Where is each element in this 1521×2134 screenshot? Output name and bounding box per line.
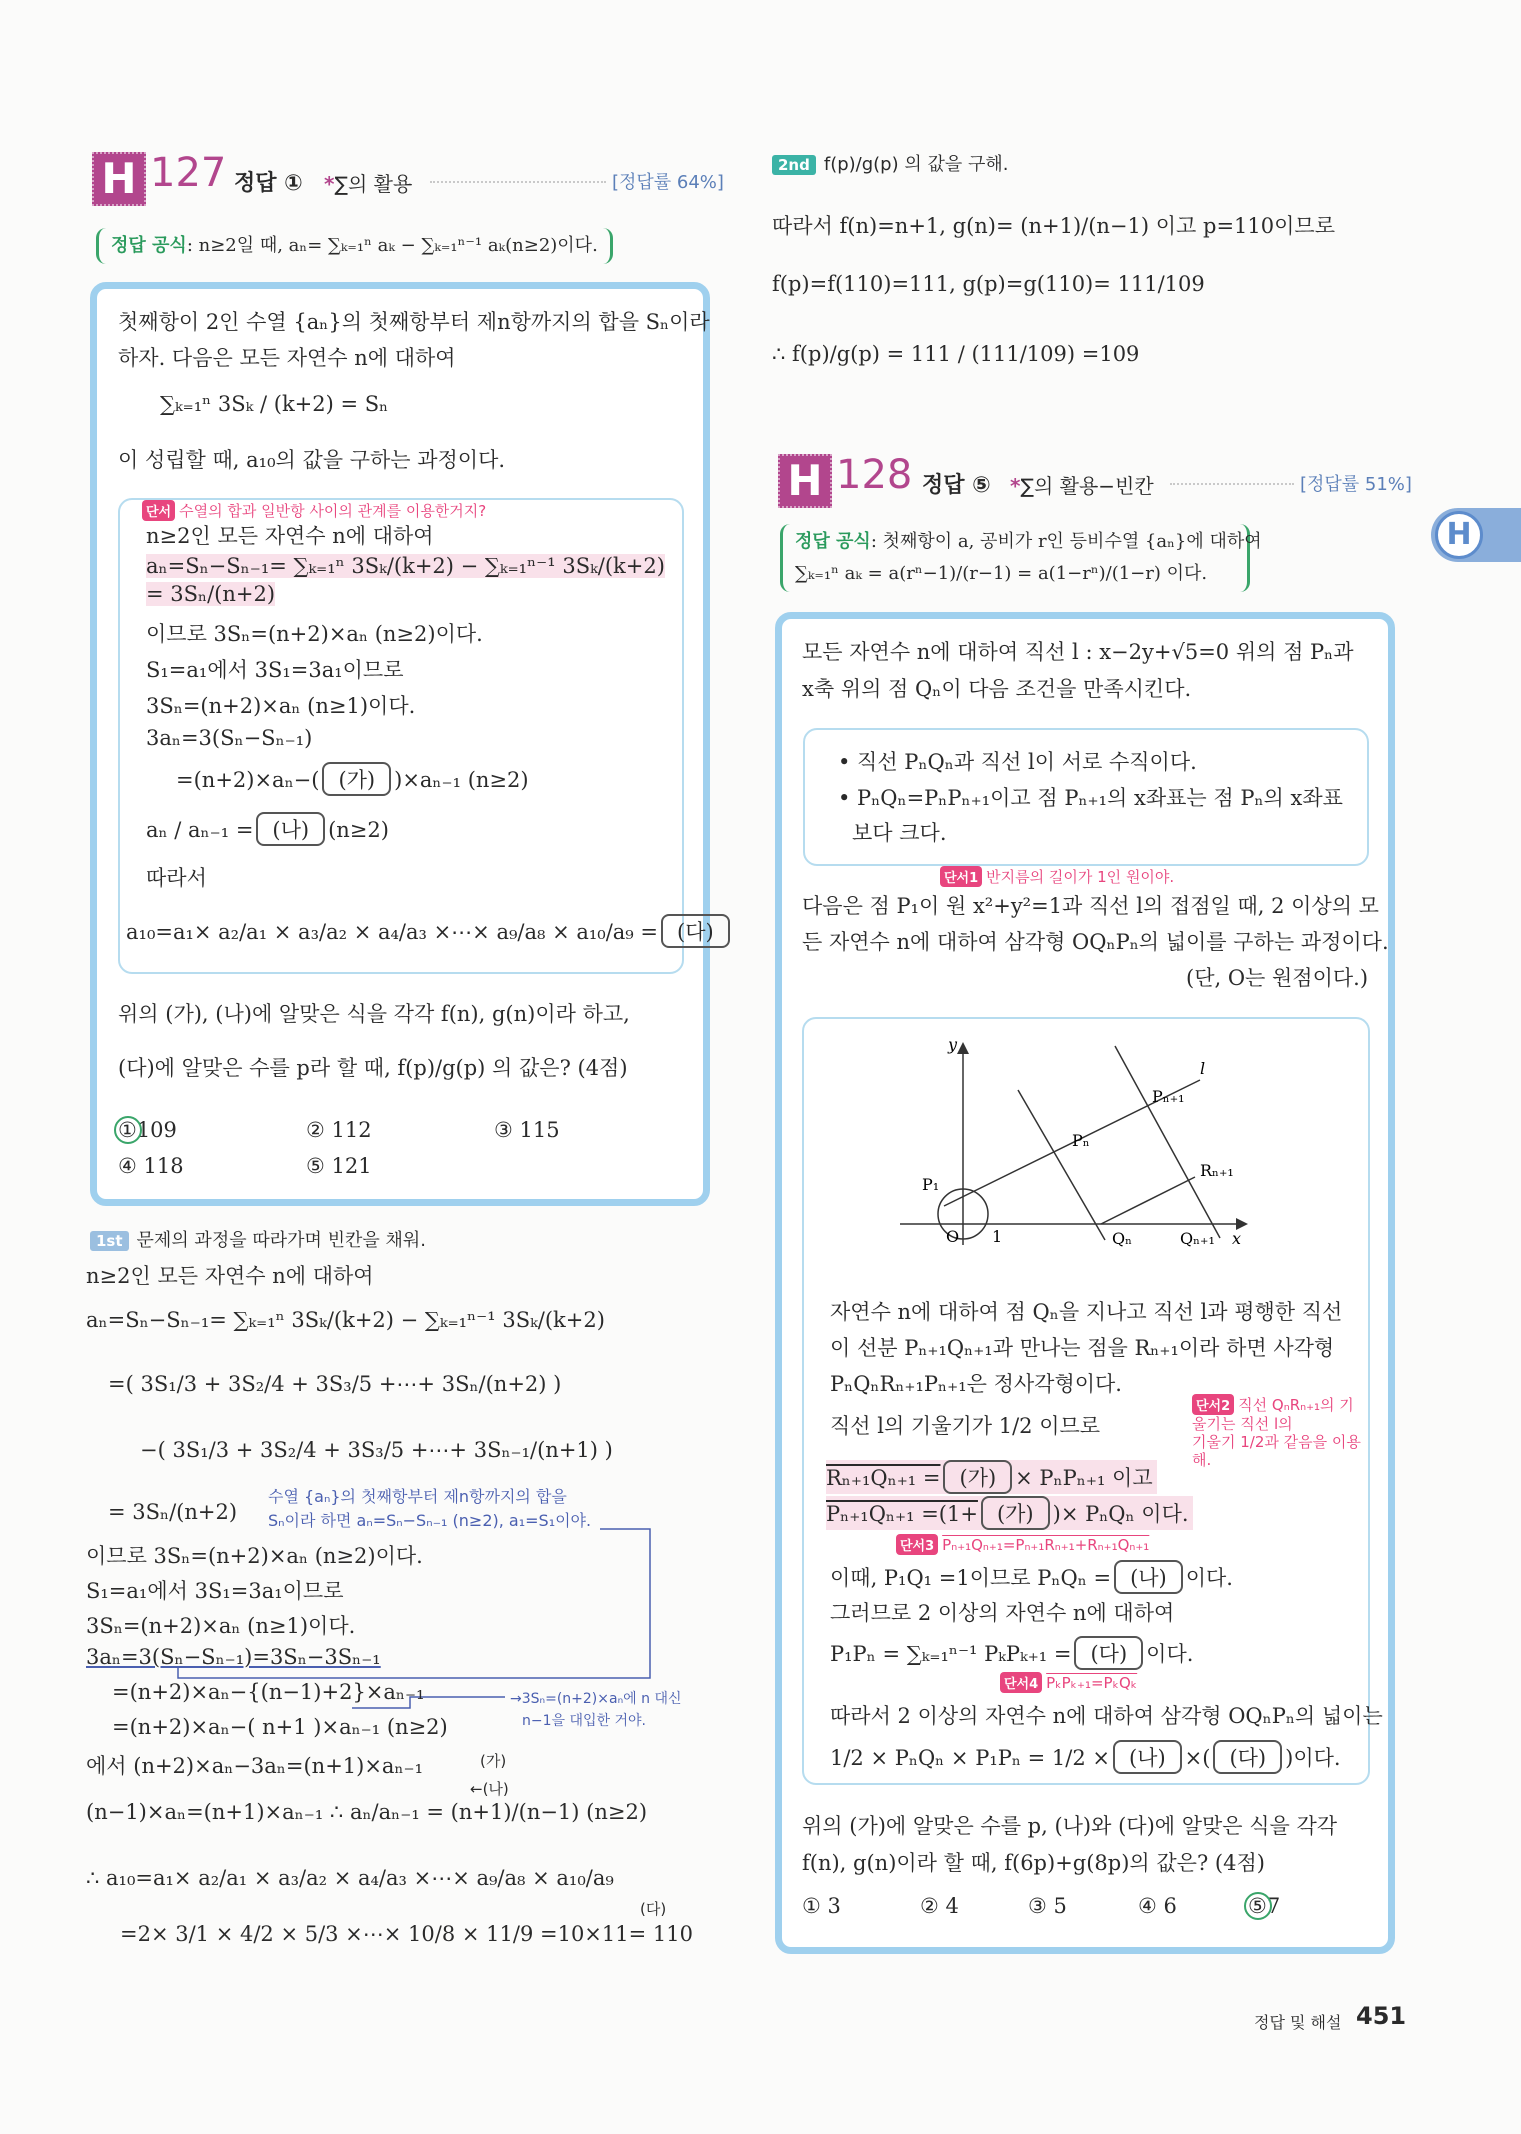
process-line: 따라서 <box>146 866 207 890</box>
note: 수열 {aₙ}의 첫째항부터 제n항까지의 합을 <box>268 1487 567 1506</box>
choice-text: ①109 <box>118 1118 177 1142</box>
choice-4[interactable]: ④ 118 <box>118 1154 184 1178</box>
blank-ga: (가) <box>943 1460 1012 1494</box>
condition-line: 보다 크다. <box>852 821 947 845</box>
process-line: 3aₙ=3(Sₙ−Sₙ₋₁) <box>146 726 313 750</box>
note: Sₙ이라 하면 aₙ=Sₙ−Sₙ₋₁ (n≥2), a₁=S₁이야. <box>268 1511 592 1530</box>
answer-label: 정답 ⑤ <box>922 473 991 498</box>
solution-line: =(n+2)×aₙ−{(n−1)+2}×aₙ₋₁ <box>112 1680 425 1704</box>
process-text: × PₙPₙ₊₁ 이고 <box>1015 1466 1153 1490</box>
hint-tag: 단서 <box>142 500 175 521</box>
mark-da: (다) <box>640 1900 667 1918</box>
problem-line: x축 위의 점 Qₙ이 다음 조건을 만족시킨다. <box>802 677 1192 701</box>
problem-line: 첫째항이 2인 수열 {aₙ}의 첫째항부터 제n항까지의 합을 Sₙ이라 <box>118 310 710 334</box>
process-text: 이다. <box>1185 1566 1233 1590</box>
problem-number: 128 <box>836 452 913 498</box>
formula-text: : n≥2일 때, aₙ= ∑ₖ₌₁ⁿ aₖ − ∑ₖ₌₁ⁿ⁻¹ aₖ(n≥2)이다. <box>186 235 598 256</box>
chapter-tab-label: H <box>1435 511 1483 559</box>
divider <box>430 181 606 183</box>
answer-label: 정답 ① <box>234 171 303 196</box>
topic-text: ∑의 활용 <box>334 172 413 196</box>
process-line: 따라서 2 이상의 자연수 n에 대하여 삼각형 OQₙPₙ의 넓이는 <box>830 1704 1383 1728</box>
hint-tag: 단서2 <box>1192 1394 1234 1415</box>
process-line <box>146 812 389 846</box>
solution-line: =2× 3/1 × 4/2 × 5/3 ×⋯× 10/8 × 11/9 =10×11= 110 <box>120 1922 693 1946</box>
choice-3[interactable]: ③ 5 <box>1028 1894 1067 1918</box>
divider <box>1170 483 1294 485</box>
label-x: x <box>1232 1229 1242 1248</box>
correct-answer-circle <box>114 1116 142 1144</box>
formula-label: 정답 공식 <box>795 531 871 552</box>
process-line: 직선 l의 기울기가 1/2 이므로 <box>830 1414 1101 1438</box>
label-qn1: Qₙ₊₁ <box>1180 1229 1215 1248</box>
perpendicular-line <box>1018 1090 1105 1240</box>
hint-text: 기울기 1/2과 같음을 이용해. <box>1192 1433 1361 1469</box>
page-number: 451 <box>1356 2002 1407 2030</box>
process-text: P₁Pₙ = ∑ₖ₌₁ⁿ⁻¹ PₖPₖ₊₁ = <box>830 1642 1072 1666</box>
label-rn1: Rₙ₊₁ <box>1200 1161 1234 1180</box>
mark-na: ←(나) <box>470 1780 509 1798</box>
condition-line: • PₙQₙ=PₙPₙ₊₁이고 점 Pₙ₊₁의 x좌표는 점 Pₙ의 x좌표 <box>838 786 1343 810</box>
note: →3Sₙ=(n+2)×aₙ에 n 대신 <box>510 1691 682 1707</box>
choice-1[interactable] <box>118 1118 177 1142</box>
formula-label: 정답 공식 <box>111 235 187 256</box>
question-line: (다)에 알맞은 수를 p라 할 때, f(p)/g(p) 의 값은? (4점) <box>118 1056 628 1080</box>
hint-text: 직선 QₙRₙ₊₁의 기울기는 직선 l의 <box>1192 1396 1354 1433</box>
choice-5[interactable] <box>1248 1894 1280 1918</box>
solution-line: =(n+2)×aₙ−( n+1 )×aₙ₋₁ (n≥2) <box>112 1715 448 1739</box>
hint <box>1000 1672 1137 1693</box>
blank-ga: (가) <box>322 762 391 796</box>
solution-line: f(p)=f(110)=111, g(p)=g(110)= 111/109 <box>772 272 1205 296</box>
hint-text: PₖPₖ₊₁=PₖQₖ <box>1046 1674 1138 1692</box>
process-equation: aₙ=Sₙ−Sₙ₋₁= ∑ₖ₌₁ⁿ 3Sₖ/(k+2) − ∑ₖ₌₁ⁿ⁻¹ 3Sₖ/(k+2) = 3Sₙ/(n+2) <box>146 554 665 606</box>
topic <box>1010 470 1154 499</box>
process-line: n≥2인 모든 자연수 n에 대하여 <box>146 524 434 548</box>
solution-line: ∴ f(p)/g(p) = 111 / (111/109) =109 <box>772 342 1140 366</box>
solution-line: −( 3S₁/3 + 3S₂/4 + 3S₃/5 +⋯+ 3Sₙ₋₁/(n+1) ) <box>140 1438 613 1462</box>
solution-line: aₙ=Sₙ−Sₙ₋₁= ∑ₖ₌₁ⁿ 3Sₖ/(k+2) − ∑ₖ₌₁ⁿ⁻¹ 3Sₖ/(k+2) <box>86 1308 605 1332</box>
solution-line: 3aₙ=3(Sₙ−Sₙ₋₁)=3Sₙ−3Sₙ₋₁ <box>86 1645 381 1669</box>
process-text: Rₙ₊₁Qₙ₊₁ = <box>826 1466 941 1490</box>
solution-line: 따라서 f(n)=n+1, g(n)= (n+1)/(n−1) 이고 p=110이므로 <box>772 214 1335 238</box>
process-line: 이 선분 Pₙ₊₁Qₙ₊₁과 만나는 점을 Rₙ₊₁이라 하면 사각형 <box>830 1336 1335 1360</box>
label-pn1: Pₙ₊₁ <box>1152 1087 1185 1106</box>
process-text: Pₙ₊₁Qₙ₊₁ =(1+ <box>826 1502 978 1526</box>
process-line: 3Sₙ=(n+2)×aₙ (n≥1)이다. <box>146 694 416 718</box>
step-title: f(p)/g(p) 의 값을 구해. <box>823 154 1009 175</box>
label-p1: P₁ <box>922 1175 940 1194</box>
process-line: 그러므로 2 이상의 자연수 n에 대하여 <box>830 1601 1175 1625</box>
problem-line: 하자. 다음은 모든 자연수 n에 대하여 <box>118 346 456 370</box>
process-line <box>176 762 529 796</box>
solution-line: =( 3S₁/3 + 3S₂/4 + 3S₃/5 +⋯+ 3Sₙ/(n+2) ) <box>108 1372 562 1396</box>
intro-line: (단, O는 원점이다.) <box>1186 966 1369 990</box>
label-pn: Pₙ <box>1072 1131 1090 1150</box>
process-line <box>126 914 733 948</box>
hint-tag: 단서4 <box>1000 1672 1042 1693</box>
process-line: PₙQₙRₙ₊₁Pₙ₊₁은 정사각형이다. <box>830 1372 1122 1396</box>
label-one: 1 <box>992 1227 1003 1246</box>
process-text: (n≥2) <box>328 818 389 842</box>
process-line <box>830 1636 1193 1670</box>
problem-equation: ∑ₖ₌₁ⁿ 3Sₖ / (k+2) = Sₙ <box>160 392 389 416</box>
correct-answer-circle <box>1244 1892 1272 1920</box>
solution-line: S₁=a₁에서 3S₁=3a₁이므로 <box>86 1579 344 1603</box>
hint-tag: 단서3 <box>896 1534 938 1555</box>
process-text: aₙ / aₙ₋₁ = <box>146 818 254 842</box>
hint-text: 반지름의 길이가 1인 원이야. <box>986 868 1175 886</box>
correct-rate: [정답률 51%] <box>1300 474 1412 495</box>
answer-formula <box>780 524 1262 592</box>
process-line <box>826 1460 1157 1494</box>
topic <box>324 168 412 197</box>
label-l: l <box>1200 1059 1206 1078</box>
process-line: 자연수 n에 대하여 점 Qₙ을 지나고 직선 l과 평행한 직선 <box>830 1300 1343 1324</box>
choice-1[interactable]: ① 3 <box>802 1894 841 1918</box>
solution-line: n≥2인 모든 자연수 n에 대하여 <box>86 1264 374 1288</box>
mark-ga: (가) <box>480 1752 507 1770</box>
blank-ga: (가) <box>981 1496 1050 1530</box>
hint-text: 수열의 합과 일반항 사이의 관계를 이용한거지? <box>179 502 487 520</box>
condition-line: • 직선 PₙQₙ과 직선 l이 서로 수직이다. <box>838 750 1197 774</box>
label-qn: Qₙ <box>1112 1229 1133 1248</box>
solution-line: = 3Sₙ/(n+2) <box>108 1500 238 1524</box>
label-y: y <box>948 1035 958 1054</box>
hint-tag: 단서1 <box>940 866 982 887</box>
parallel-line <box>1101 1177 1195 1224</box>
footer-label: 정답 및 해설 <box>1254 2013 1342 2032</box>
process-text: )× PₙQₙ 이다. <box>1052 1502 1189 1526</box>
choice-text: ⑤7 <box>1248 1894 1281 1918</box>
blank-da: (다) <box>1213 1740 1282 1774</box>
problem-number: 127 <box>150 150 227 196</box>
step-badge: 2nd <box>772 155 816 175</box>
choice-5[interactable]: ⑤ 121 <box>306 1154 372 1178</box>
process-text: ×( <box>1184 1746 1211 1770</box>
choice-3[interactable]: ③ 115 <box>494 1118 560 1142</box>
solution-line: 이므로 3Sₙ=(n+2)×aₙ (n≥2)이다. <box>86 1544 423 1568</box>
hint <box>1192 1394 1362 1469</box>
graph <box>900 1030 1260 1250</box>
process-line: S₁=a₁에서 3S₁=3a₁이므로 <box>146 658 404 682</box>
process-line: 이므로 3Sₙ=(n+2)×aₙ (n≥2)이다. <box>146 622 483 646</box>
intro-line: 든 자연수 n에 대하여 삼각형 OQₙPₙ의 넓이를 구하는 과정이다. <box>802 930 1389 954</box>
intro-line: 다음은 점 P₁이 원 x²+y²=1과 직선 l의 접점일 때, 2 이상의 모 <box>802 894 1379 918</box>
blank-na: (나) <box>1113 1740 1182 1774</box>
blank-da: (다) <box>1074 1636 1143 1670</box>
process-line <box>826 1496 1193 1530</box>
h-tag: H <box>92 152 146 206</box>
hint <box>142 500 486 521</box>
hint <box>940 866 1174 887</box>
solution-line: 3Sₙ=(n+2)×aₙ (n≥1)이다. <box>86 1614 356 1638</box>
choice-2[interactable]: ② 4 <box>920 1894 959 1918</box>
blank-na: (나) <box>256 812 325 846</box>
topic-star: * <box>324 172 335 196</box>
step-badge: 1st <box>90 1231 129 1251</box>
process-line <box>830 1740 1341 1774</box>
step1-header <box>90 1226 426 1252</box>
topic-star: * <box>1010 474 1021 498</box>
h-tag: H <box>778 454 832 508</box>
correct-rate: [정답률 64%] <box>612 172 724 193</box>
problem-line: 이 성립할 때, a₁₀의 값을 구하는 과정이다. <box>118 448 506 472</box>
note: n−1을 대입한 거야. <box>522 1713 647 1729</box>
solution-line: (n−1)×aₙ=(n+1)×aₙ₋₁ ∴ aₙ/aₙ₋₁ = (n+1)/(n−1) (n≥2) <box>86 1800 648 1824</box>
topic-text: ∑의 활용−빈칸 <box>1020 474 1154 498</box>
answer-formula <box>96 228 613 264</box>
blank-da: (다) <box>661 914 730 948</box>
process-text: )이다. <box>1285 1746 1341 1770</box>
solution-line: 에서 (n+2)×aₙ−3aₙ=(n+1)×aₙ₋₁ <box>86 1754 424 1778</box>
process-text: a₁₀=a₁× a₂/a₁ × a₃/a₂ × a₄/a₃ ×⋯× a₉/a₈ × a₁₀/a₉ = <box>126 920 658 944</box>
process-text: 이다. <box>1146 1642 1194 1666</box>
formula-text: : 첫째항이 a, 공비가 r인 등비수열 {aₙ}에 대하여 <box>870 531 1262 552</box>
process-line <box>830 1560 1233 1594</box>
question-line: 위의 (가)에 알맞은 수를 p, (나)와 (다)에 알맞은 식을 각각 <box>802 1814 1338 1838</box>
process-text: )×aₙ₋₁ (n≥2) <box>394 768 529 792</box>
process-text: =(n+2)×aₙ−( <box>176 768 320 792</box>
step-title: 문제의 과정을 따라가며 빈칸을 채워. <box>136 1230 426 1251</box>
label-origin: O <box>946 1227 960 1246</box>
step2-header <box>772 150 1008 176</box>
choice-2[interactable]: ② 112 <box>306 1118 372 1142</box>
process-text: 1/2 × PₙQₙ × P₁Pₙ = 1/2 × <box>830 1746 1110 1770</box>
hint-text: Pₙ₊₁Qₙ₊₁=Pₙ₊₁Rₙ₊₁+Rₙ₊₁Qₙ₊₁ <box>942 1536 1150 1554</box>
hint <box>896 1534 1149 1555</box>
blank-na: (나) <box>1114 1560 1183 1594</box>
process-line <box>146 552 666 608</box>
choice-4[interactable]: ④ 6 <box>1138 1894 1177 1918</box>
problem-line: 모든 자연수 n에 대하여 직선 l : x−2y+√5=0 위의 점 Pₙ과 <box>802 640 1354 664</box>
question-line: f(n), g(n)이라 할 때, f(6p)+g(8p)의 값은? (4점) <box>802 1851 1265 1875</box>
process-text: 이때, P₁Q₁ =1이므로 PₙQₙ = <box>830 1566 1112 1590</box>
chapter-side-tab <box>1431 508 1521 562</box>
formula-text: ∑ₖ₌₁ⁿ aₖ = a(rⁿ−1)/(r−1) = a(1−rⁿ)/(1−r) 이다. <box>795 563 1208 584</box>
solution-line: ∴ a₁₀=a₁× a₂/a₁ × a₃/a₂ × a₄/a₃ ×⋯× a₉/a₈ × a₁₀/a₉ <box>86 1866 614 1890</box>
question-line: 위의 (가), (나)에 알맞은 식을 각각 f(n), g(n)이라 하고, <box>118 1002 630 1026</box>
